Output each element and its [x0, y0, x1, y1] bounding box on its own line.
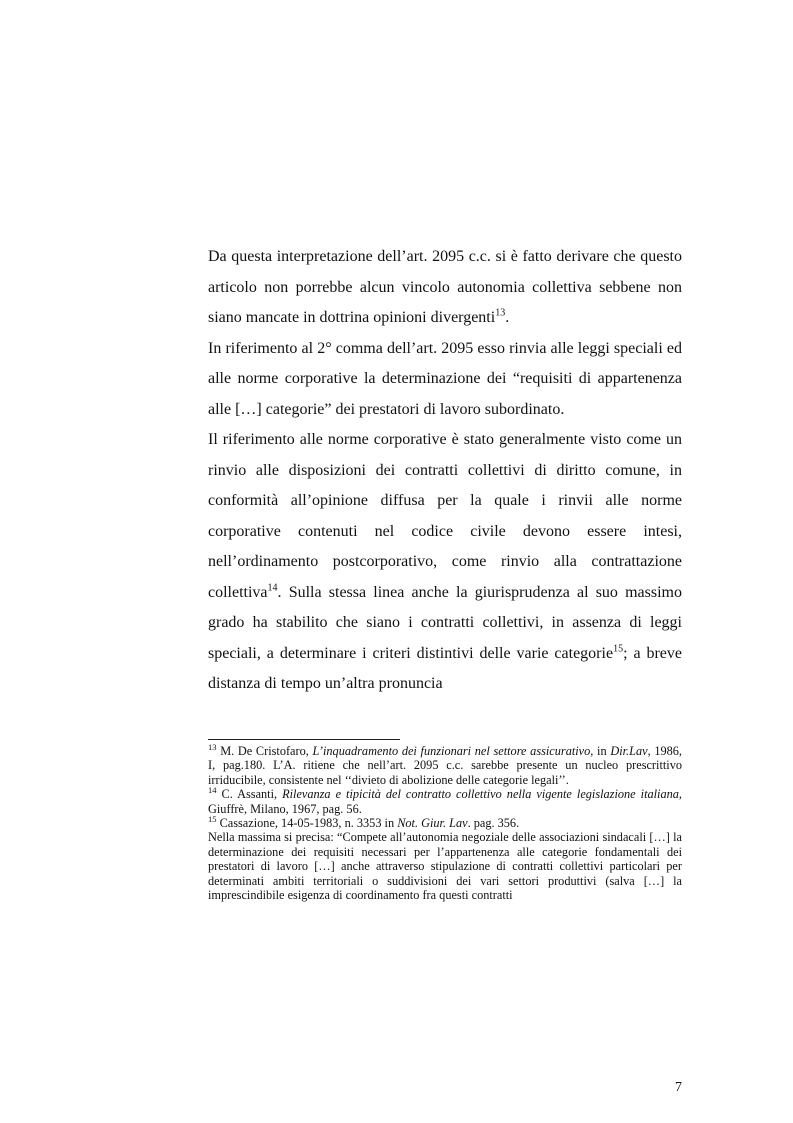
body-text: [208, 242, 682, 700]
footnote-ref-13[interactable]: 13: [495, 307, 506, 319]
footnote-number: 15: [208, 813, 217, 824]
page-number: 7: [675, 1080, 682, 1095]
paragraph-2: In riferimento al 2° comma dell’art. 2095 esso rinvia alle leggi speciali ed alle norme corporative la determinazione dei “requisiti di appartenenza alle […] categorie” dei prestatori di lavoro subordinato.: [208, 339, 682, 418]
footnote-title: Rilevanza e tipicità del contratto collettivo nella vigente legislazione italiana: [282, 787, 679, 802]
footnote-number: 14: [208, 785, 217, 796]
footnotes: [208, 741, 682, 903]
footnote-ref-15[interactable]: 15: [613, 643, 624, 655]
paragraph-1: Da questa interpretazione dell’art. 2095 c.c. si è fatto derivare che questo articolo non porrebbe alcun vincolo autonomia collettiva sebbene non siano mancate in dottrina opinioni divergenti$^{13}$.: [208, 248, 682, 326]
footnote-13: $^{13}$ M. De Cristofaro, L’inquadramento dei funzionari nel settore assicurativo, in Dir.Lav, 1986, I, pag.180. L’A. ritiene che nell’art. 2095 c.c. sarebbe presente un nucleo prescrittivo irriducibile, consistente nel ‘‘divieto di abolizione delle categorie legali’’.: [208, 741, 682, 787]
footnote-journal: Not. Giur. Lav: [397, 816, 468, 831]
footnote-15-continuation: Nella massima si precisa: “Compete all’autonomia negoziale delle associazioni sindacali […] la determinazione dei requisiti necessari per l’appartenenza alle categorie fondamentali dei prestatori di lavoro […] anche attraverso stipulazione di contratti collettivi particolari per determinati ambiti territoriali o suddivisioni dei vari settori produttivi (salva […] la imprescindibile esigenza di coordinamento fra questi contratti: [208, 830, 682, 903]
footnote-14: $^{14}$ C. Assanti, Rilevanza e tipicità del contratto collettivo nella vigente legislazione italiana, Giuffrè, Milano, 1967, pag. 56.: [208, 785, 682, 816]
paragraph-3: Il riferimento alle norme corporative è stato generalmente visto come un rinvio alle disposizioni dei contratti collettivi di diritto comune, in conformità all’opinione diffusa per la quale i rinvii alle norme corporative contenuti nel codice civile devono essere intesi, nell’ordinamento postcorporativo, come rinvio alla contrattazione collettiva$^{14}$. Sulla stessa linea anche la giurisprudenza al suo massimo grado ha stabilito che siano i contratti collettivi, in assenza di leggi speciali, a determinare i criteri distintivi delle varie categorie$^{15}$; a breve distanza di tempo un’altra pronuncia: [208, 431, 683, 692]
footnote-15: $^{15}$ Cassazione, 14-05-1983, n. 3353 in Not. Giur. Lav. pag. 356.: [208, 813, 520, 831]
footnote-ref-14[interactable]: 14: [267, 582, 278, 594]
footnote-title: L’inquadramento dei funzionari nel settore assicurativo: [312, 744, 591, 758]
footnote-journal: Dir.Lav: [610, 744, 648, 758]
footnote-separator: [208, 739, 400, 740]
footnote-number: 13: [208, 741, 217, 752]
